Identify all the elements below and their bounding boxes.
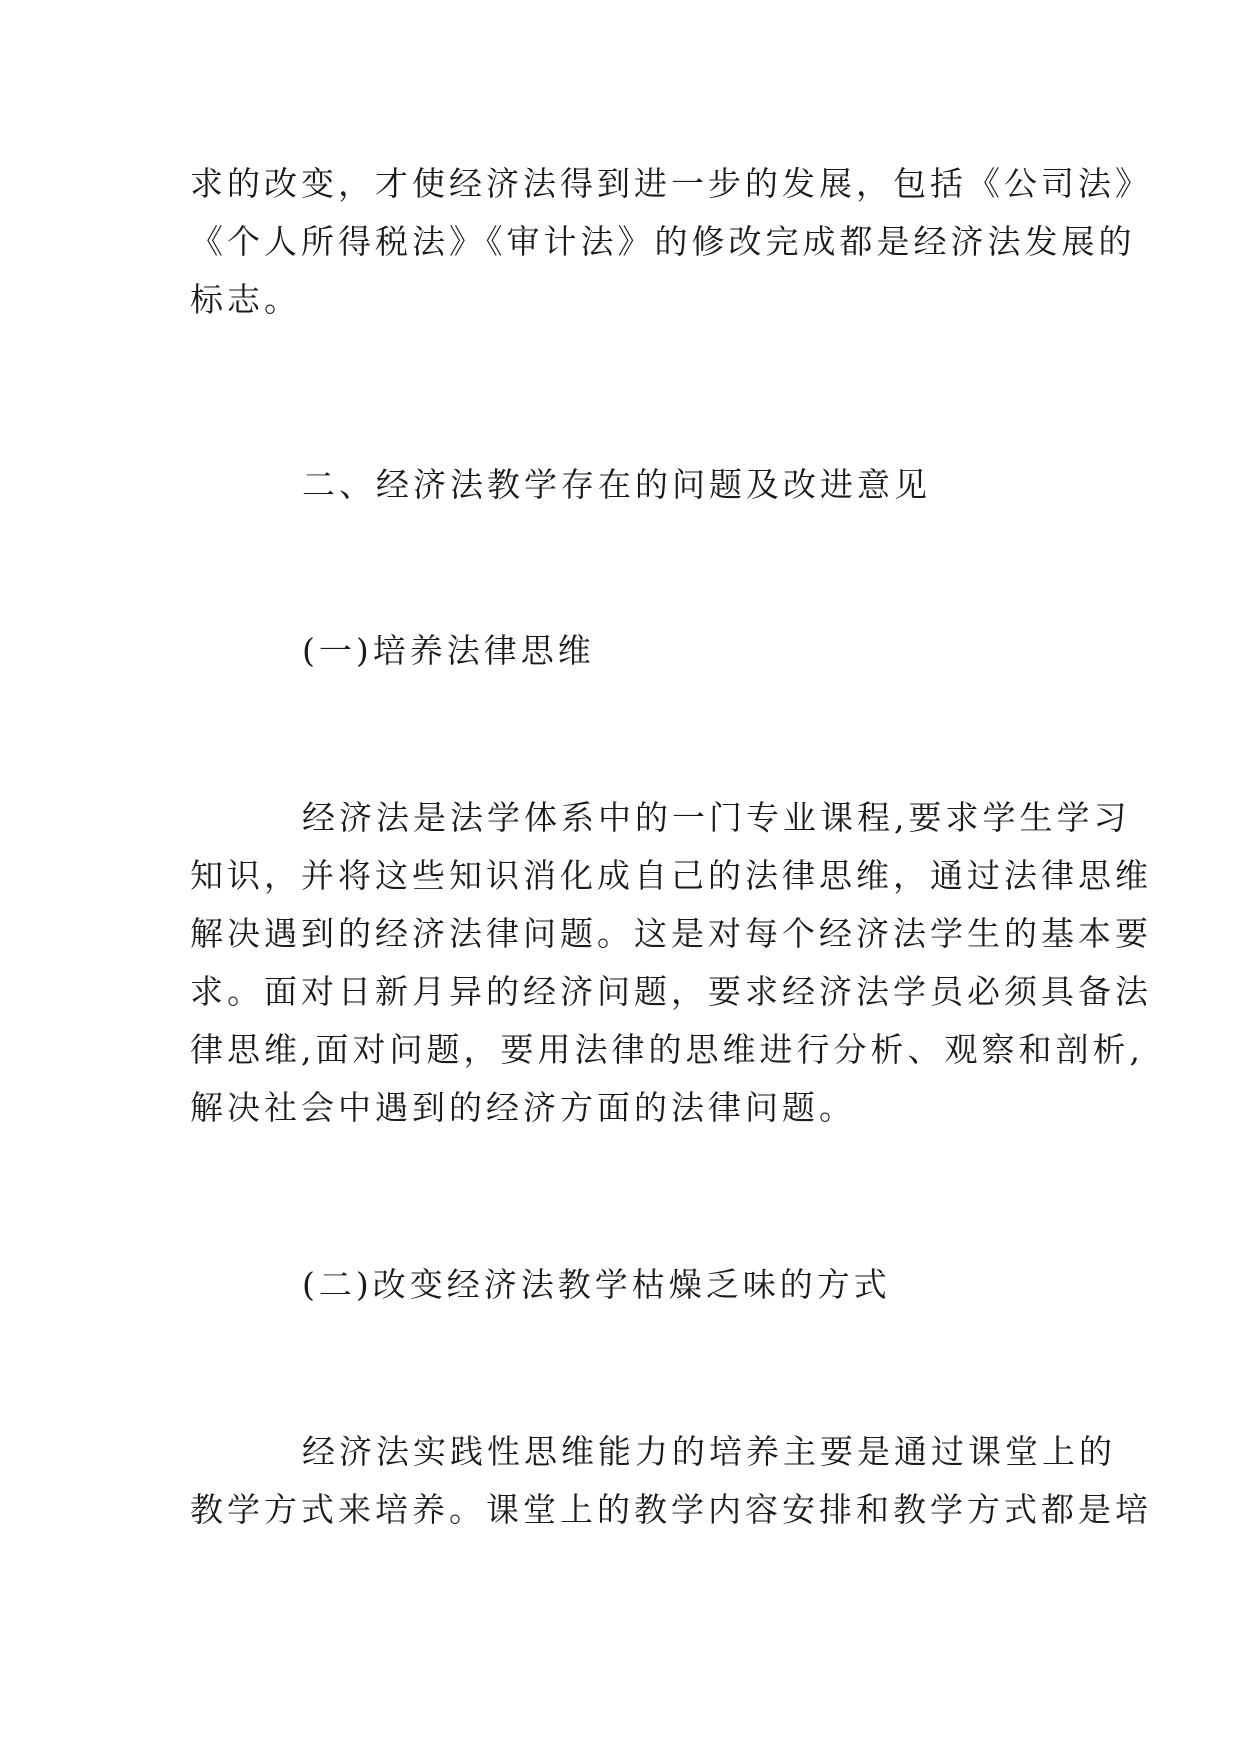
intro-paragraph (190, 155, 1152, 329)
subsection-2-heading: (二)改变经济法教学枯燥乏味的方式 (302, 1265, 891, 1304)
paragraph-line: 求的改变，才使经济法得到进一步的发展，包括《公司法》 (190, 164, 1152, 203)
paragraph-line: 经济法实践性思维能力的培养主要是通过课堂上的 (302, 1432, 1116, 1471)
paragraph-line: 律思维,面对问题，要用法律的思维进行分析、观察和剖析, (190, 1030, 1144, 1069)
section-heading: 二、经济法教学存在的问题及改进意见 (302, 465, 931, 504)
paragraph-line: 解决遇到的经济法律问题。这是对每个经济法学生的基本要 (190, 914, 1152, 953)
paragraph-line: 教学方式来培养。课堂上的教学内容安排和教学方式都是培 (190, 1490, 1152, 1529)
subsection-1-paragraph (190, 789, 1152, 1137)
paragraph-line: 《个人所得税法》《审计法》的修改完成都是经济法发展的 (190, 222, 1136, 261)
paragraph-line: 标志。 (190, 280, 301, 319)
subsection-1-heading: (一)培养法律思维 (302, 631, 595, 670)
paragraph-line: 解决社会中遇到的经济方面的法律问题。 (190, 1088, 856, 1127)
paragraph-line: 经济法是法学体系中的一门专业课程,要求学生学习 (302, 798, 1131, 837)
paragraph-line: 求。面对日新月异的经济问题，要求经济法学员必须具备法 (190, 972, 1152, 1011)
paragraph-line: 知识，并将这些知识消化成自己的法律思维，通过法律思维 (190, 856, 1152, 895)
subsection-2-paragraph (190, 1423, 1152, 1539)
